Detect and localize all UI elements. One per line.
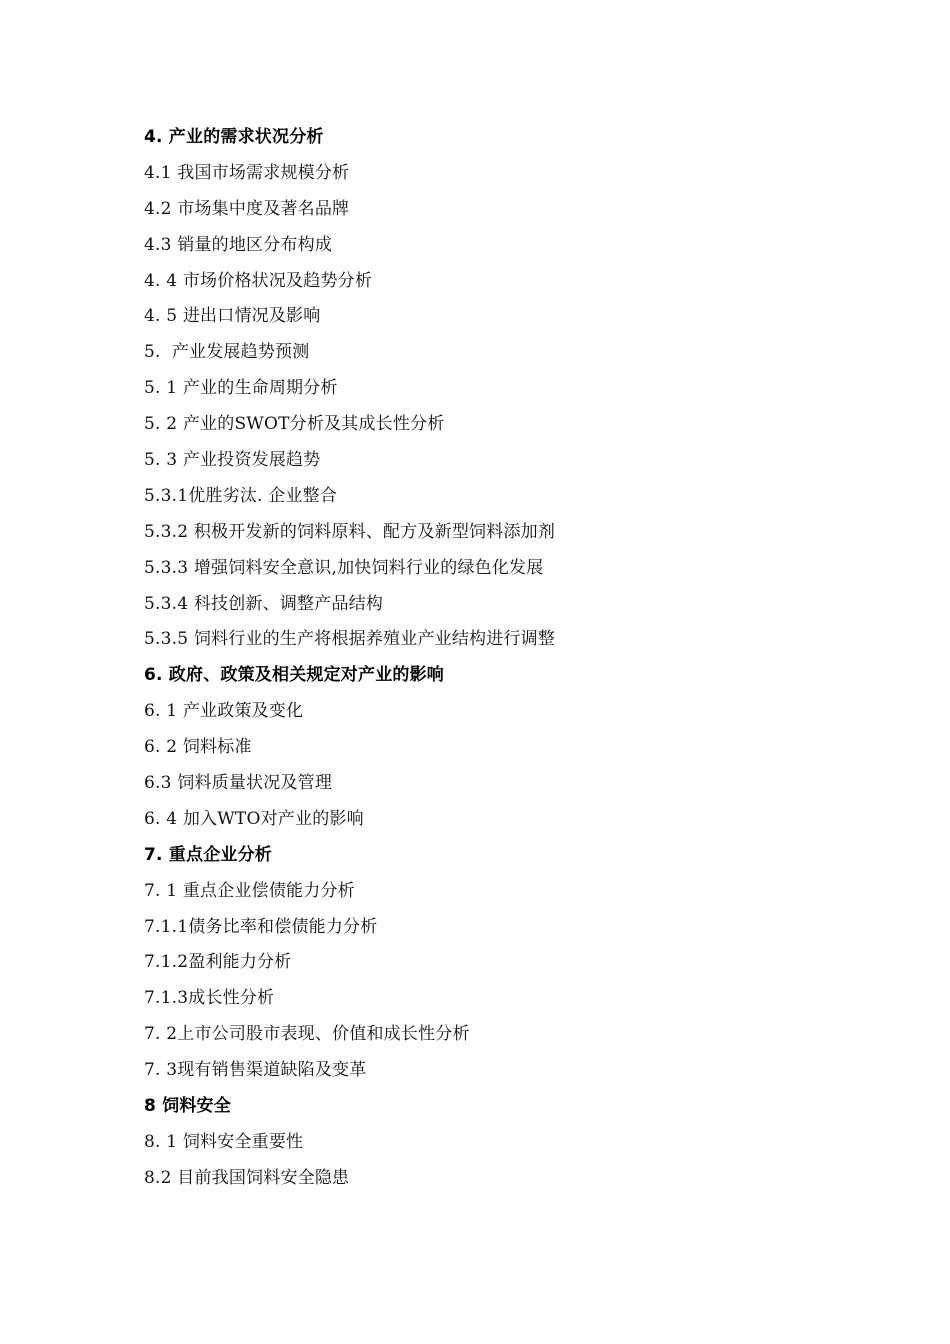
toc-entry: 7.1.1债务比率和偿债能力分析 [144,916,378,937]
toc-entry: 7. 1 重点企业偿债能力分析 [144,880,355,901]
toc-entry: 4.2 市场集中度及著名品牌 [144,198,350,219]
toc-entry: 7. 2上市公司股市表现、价值和成长性分析 [144,1024,470,1045]
section-heading: 6. 政府、政策及相关规定对产业的影响 [144,665,445,686]
toc-entry: 5. 1 产业的生命周期分析 [144,378,338,399]
toc-entry: 5.3.3 增强饲料安全意识,加快饲料行业的绿色化发展 [144,557,544,578]
toc-entry: 4.1 我国市场需求规模分析 [144,162,350,183]
section-heading: 4. 产业的需求状况分析 [144,127,324,147]
toc-entry: 7.1.2盈利能力分析 [144,952,292,973]
toc-entry: 6. 4 加入WTO对产业的影响 [144,808,364,829]
toc-entry: 6. 1 产业政策及变化 [144,701,304,722]
toc-entry: 6. 2 饲料标准 [144,737,252,758]
toc-entry: 8. 1 饲料安全重要性 [144,1131,304,1152]
toc-entry: 5. 2 产业的SWOT分析及其成长性分析 [144,414,445,435]
toc-entry: 8.2 目前我国饲料安全隐患 [144,1167,350,1188]
toc-entry: 4. 4 市场价格状况及趋势分析 [144,270,373,291]
toc-entry: 5. 3 产业投资发展趋势 [144,450,321,471]
toc-entry: 5.3.5 饲料行业的生产将根据养殖业产业结构进行调整 [144,629,556,650]
toc-entry: 5.3.2 积极开发新的饲料原料、配方及新型饲料添加剂 [144,521,556,542]
section-heading: 8 饲料安全 [144,1096,231,1117]
toc-entry: 5.3.4 科技创新、调整产品结构 [144,593,384,614]
toc-entry: 7.1.3成长性分析 [144,988,275,1009]
toc-entry: 4. 5 进出口情况及影响 [144,306,321,327]
toc-entry: 4.3 销量的地区分布构成 [144,234,333,255]
toc-entry: 6.3 饲料质量状况及管理 [144,773,333,794]
section-heading: 7. 重点企业分析 [144,844,273,865]
table-of-contents [144,120,844,1197]
toc-entry: 5. 产业发展趋势预测 [144,342,310,363]
toc-entry: 5.3.1优胜劣汰. 企业整合 [144,485,338,506]
toc-entry: 7. 3现有销售渠道缺陷及变革 [144,1060,367,1081]
